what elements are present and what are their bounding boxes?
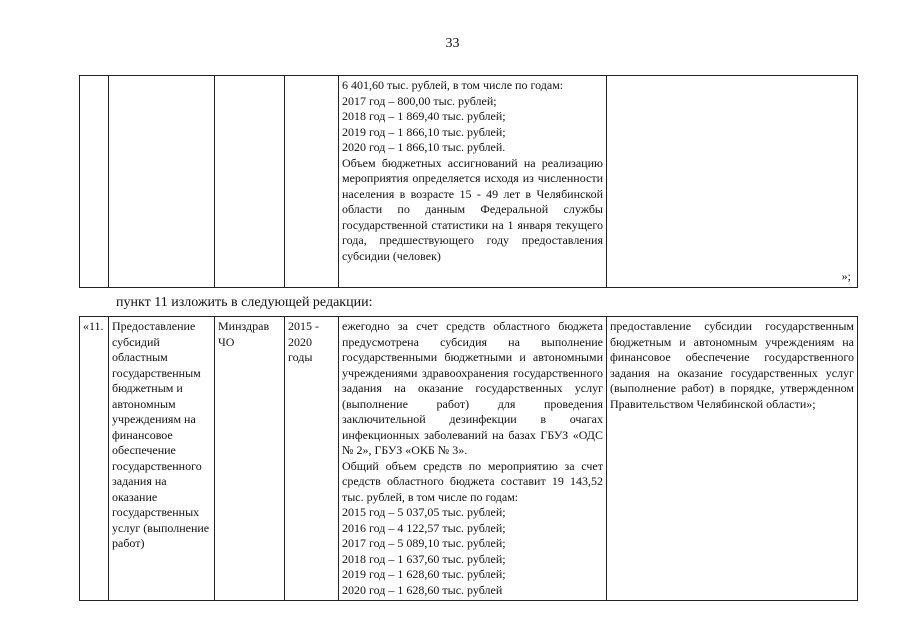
cell-executor: Минздрав ЧО xyxy=(215,317,285,601)
cell-procedure: предоставление субсидии государственным бюджетным и автономным учреждениям на финансовое обеспечение государственного задания на оказание государственных услуг (выполнение работ) в порядке, утвержденном Правительством Челябинской области»; xyxy=(607,317,858,601)
year-line: 2018 год – 1 869,40 тыс. рублей; xyxy=(342,109,506,123)
funding-line: 6 401,60 тыс. рублей, в том числе по годам: xyxy=(342,78,564,92)
table-row-continuation xyxy=(80,76,858,288)
year-line: 2017 год – 800,00 тыс. рублей; xyxy=(342,93,497,108)
cell-period: 2015 - 2020 годы xyxy=(285,317,339,601)
cell-number xyxy=(80,76,109,288)
cell-period xyxy=(285,76,339,288)
cell-description xyxy=(339,317,607,601)
cell-name xyxy=(109,76,215,288)
page-number: 33 xyxy=(445,36,460,51)
cell-description xyxy=(339,76,607,288)
closing-quote: »; xyxy=(841,268,851,283)
cell-number: «11. xyxy=(80,317,109,601)
cell-name: Предоставление субсидий областным государственным бюджетным и автономным учреждениям на финансовое обеспечение государственного задания на оказание государственных услуг (выполнение работ) xyxy=(109,317,215,601)
year-line: 2019 год – 1 628,60 тыс. рублей; xyxy=(342,567,506,581)
allocation-paragraph: Объем бюджетных ассигнований на реализацию мероприятия определяется исходя из численности населения в возрасте 15 - 49 лет в Челябинской области по данным Федеральной службы государственной статистики на 1 января текущего года, предшествующего году предоставления субсидии (человек) xyxy=(342,155,603,263)
year-line: 2019 год – 1 866,10 тыс. рублей; xyxy=(342,124,506,139)
cell-procedure xyxy=(607,76,858,288)
cell-executor xyxy=(215,76,285,288)
table-row-item-11 xyxy=(80,317,858,601)
program-table xyxy=(79,75,858,288)
amendment-instruction: пункт 11 изложить в следующей редакции: xyxy=(116,295,373,310)
year-line: 2018 год – 1 637,60 тыс. рублей; xyxy=(342,551,506,566)
description-paragraph: ежегодно за счет средств областного бюджета предусмотрена субсидия на выполнение государственными бюджетными и автономными учреждениями здравоохранения государственного задания на оказание государственных услуг (выполнение работ) для проведения заключительной дезинфекции в очагах инфекционных заболеваний на базах ГБУЗ «ОДС № 2», ГБУЗ «ОКБ № 3». xyxy=(342,319,603,457)
year-line: 2020 год – 1 628,60 тыс. рублей xyxy=(342,582,503,597)
year-line: 2017 год – 5 089,10 тыс. рублей; xyxy=(342,536,506,550)
year-line: 2016 год – 4 122,57 тыс. рублей; xyxy=(342,520,506,535)
year-line: 2020 год – 1 866,10 тыс. рублей. xyxy=(342,140,506,154)
program-table-item-11 xyxy=(79,316,858,601)
total-paragraph: Общий объем средств по мероприятию за счет средств областного бюджета составит 19 143,52 тыс. рублей, в том числе по годам: xyxy=(342,458,603,504)
year-line: 2015 год – 5 037,05 тыс. рублей; xyxy=(342,505,506,519)
